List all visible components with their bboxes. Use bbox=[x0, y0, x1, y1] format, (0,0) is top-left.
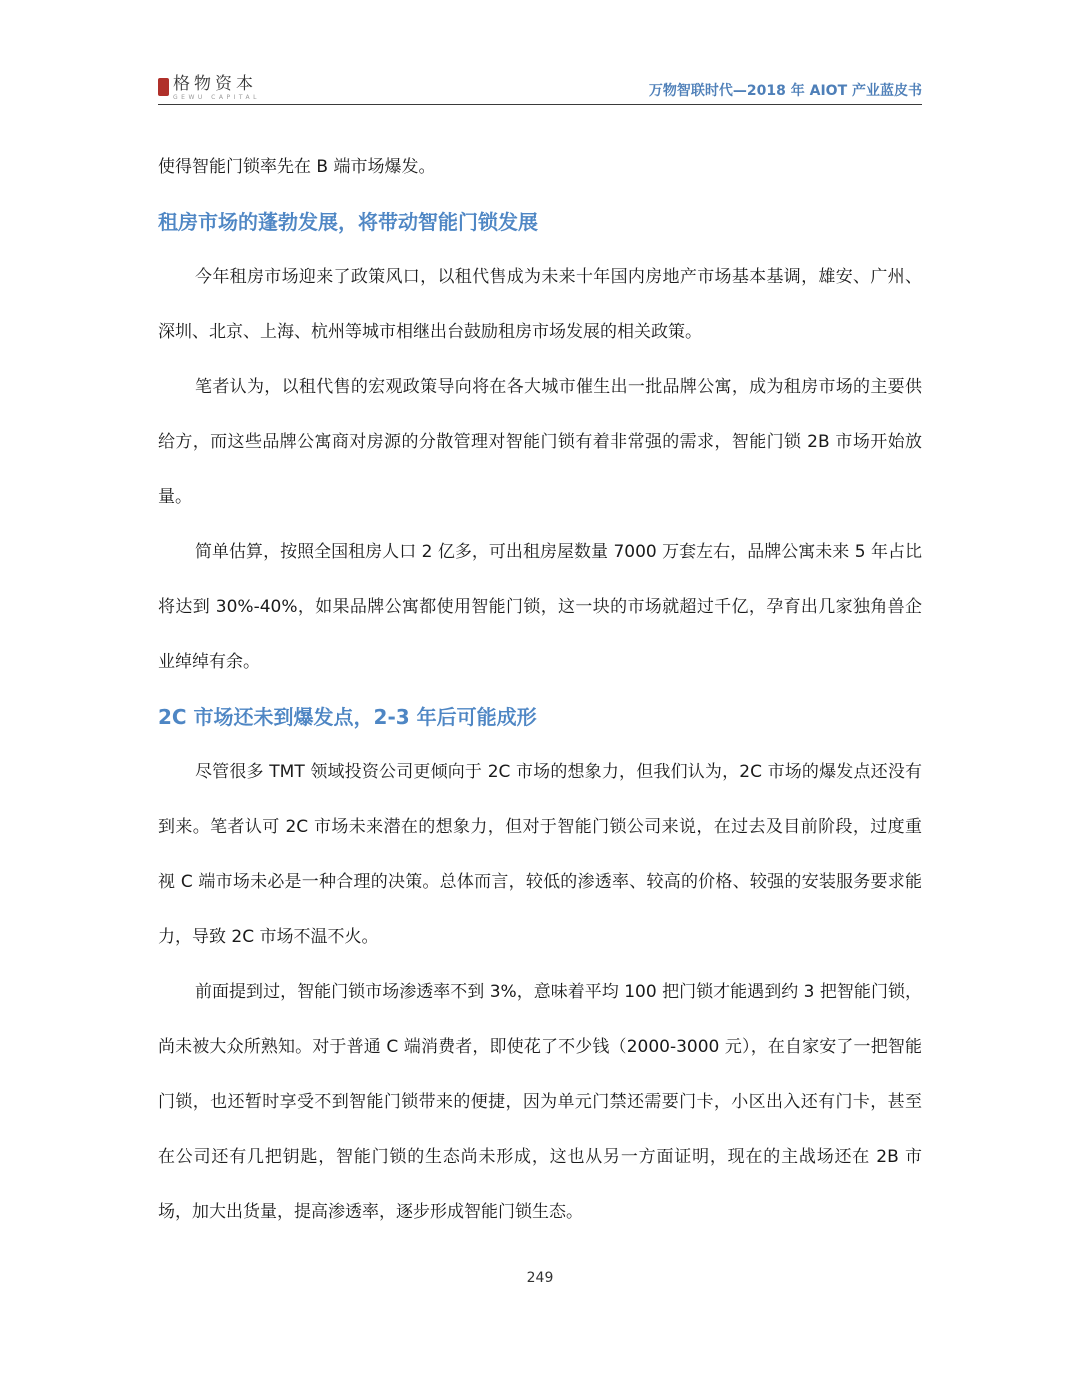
page-number: 249 bbox=[526, 1270, 554, 1286]
paragraph-continuation: 使得智能门锁率先在 B 端市场爆发。 bbox=[158, 157, 436, 177]
logo-subtext: GEWU CAPITAL bbox=[173, 94, 260, 101]
paragraph-policy: 今年租房市场迎来了政策风口，以租代售成为未来十年国内房地产市场基本基调，雄安、广州、深圳、北京、上海、杭州等城市相继出台鼓励租房市场发展的相关政策。 bbox=[158, 267, 922, 342]
section-heading-rental-market: 租房市场的蓬勃发展，将带动智能门锁发展 bbox=[158, 210, 538, 234]
logo-text: 格物资本 bbox=[173, 74, 257, 94]
paragraph-estimate: 简单估算，按照全国租房人口 2 亿多，可出租房屋数量 7000 万套左右，品牌公寓未来 5 年占比将达到 30%-40%，如果品牌公寓都使用智能门锁，这一块的市场就超过千亿，孕育出几家独角兽企业绰绰有余。 bbox=[158, 542, 922, 672]
page-body bbox=[158, 140, 922, 1240]
paragraph-brand-apartments: 笔者认为，以租代售的宏观政策导向将在各大城市催生出一批品牌公寓，成为租房市场的主要供给方，而这些品牌公寓商对房源的分散管理对智能门锁有着非常强的需求，智能门锁 2B 市场开始放量。 bbox=[158, 377, 922, 507]
logo-seal-icon bbox=[158, 78, 169, 96]
company-logo bbox=[158, 76, 260, 101]
paragraph-penetration: 前面提到过，智能门锁市场渗透率不到 3%，意味着平均 100 把门锁才能遇到约 3 把智能门锁，尚未被大众所熟知。对于普通 C 端消费者，即使花了不少钱（2000-3000 元），在自家安了一把智能门锁，也还暂时享受不到智能门锁带来的便捷，因为单元门禁还需要门卡，小区出入还有门卡，甚至在公司还有几把钥匙，智能门锁的生态尚未形成，这也从另一方面证明，现在的主战场还在 2B 市场，加大出货量，提高渗透率，逐步形成智能门锁生态。 bbox=[158, 982, 922, 1222]
page-header bbox=[158, 70, 922, 105]
document-title: 万物智联时代—2018 年 AIOT 产业蓝皮书 bbox=[648, 83, 922, 99]
paragraph-2c-outlook: 尽管很多 TMT 领域投资公司更倾向于 2C 市场的想象力，但我们认为，2C 市场的爆发点还没有到来。笔者认可 2C 市场未来潜在的想象力，但对于智能门锁公司来说，在过去及目前阶段，过度重视 C 端市场未必是一种合理的决策。总体而言，较低的渗透率、较高的价格、较强的安装服务要求能力，导致 2C 市场不温不火。 bbox=[158, 762, 922, 947]
section-heading-2c-market: 2C 市场还未到爆发点，2-3 年后可能成形 bbox=[158, 705, 537, 729]
